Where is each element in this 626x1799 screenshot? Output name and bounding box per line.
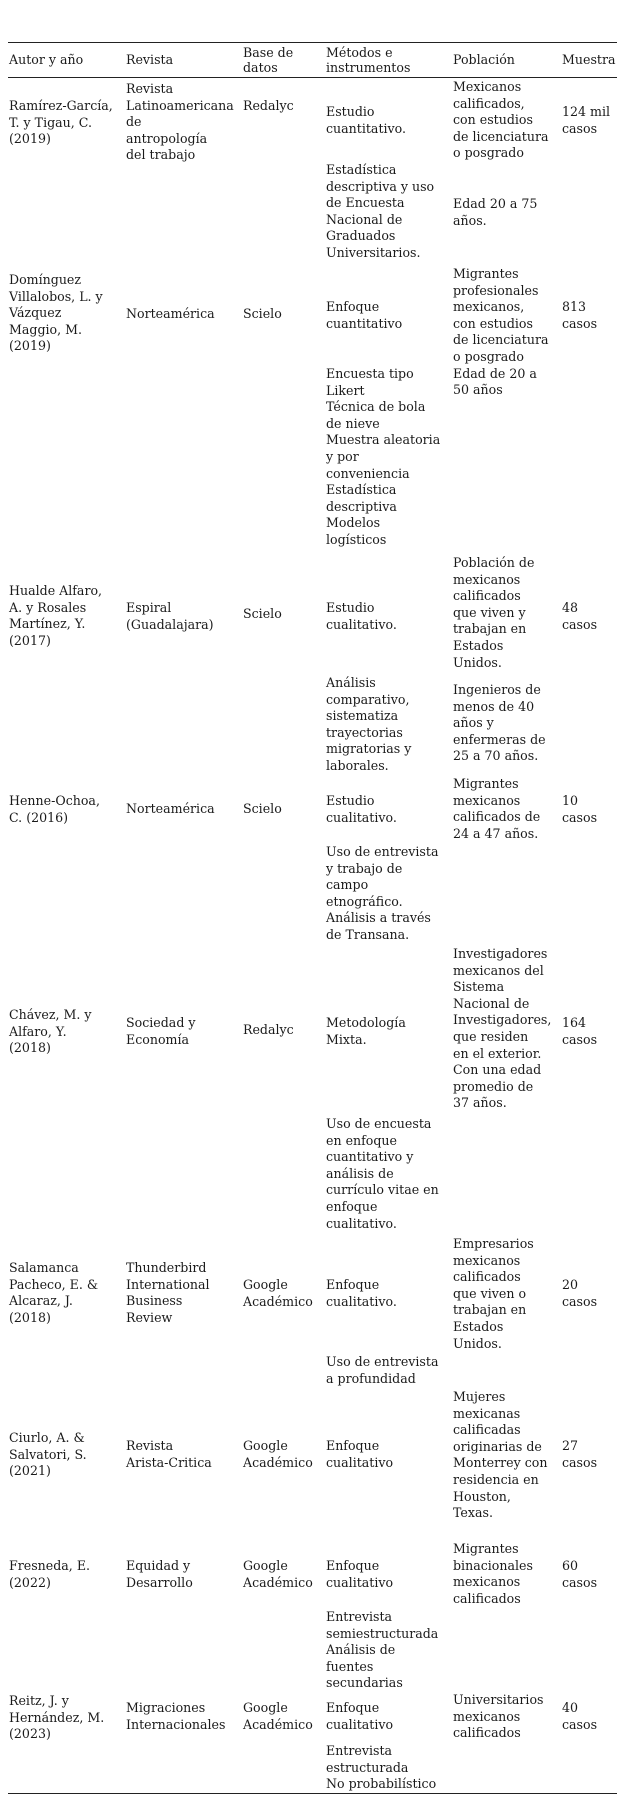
table-bottom-rule (8, 1793, 617, 1794)
row2-metodos-detalle: Encuesta tipo Likert Técnica de bola de nieve Muestra aleatoria y por conveniencia Estadística descriptiva Modelos logísticos (326, 366, 441, 547)
row3-revista: Espiral (Guadalajara) (126, 600, 214, 632)
row3-poblacion: Población de mexicanos calificados que viven y trabajan en Estados Unidos. (453, 555, 535, 670)
row8-base: Google Académico (243, 1558, 313, 1590)
row7-metodos: Enfoque cualitativo (326, 1438, 394, 1470)
row7-poblacion: Mujeres mexicanas calificadas originarias de Monterrey con residencia en Houston, Texas. (453, 1389, 548, 1521)
table-header-rule (8, 77, 617, 78)
row3-base: Scielo (243, 606, 282, 621)
row1-poblacion: Mexicanos calificados, con estudios de licenciatura o posgrado (453, 79, 549, 161)
row5-poblacion: Investigadores mexicanos del Sistema Nacional de Investigadores, que residen en el exterior. Con una edad promedio de 37 años. (453, 946, 552, 1111)
row9-revista: Migraciones Internacionales (126, 1700, 226, 1732)
row3-poblacion-detalle: Ingenieros de menos de 40 años y enfermeras de 25 a 70 años. (453, 682, 546, 764)
row8-metodos: Enfoque cualitativo (326, 1558, 394, 1590)
row8-poblacion: Migrantes binacionales mexicanos calificados (453, 1541, 533, 1606)
header-revista: Revista (126, 52, 174, 67)
row6-metodos-detalle: Uso de entrevista a profundidad (326, 1354, 439, 1386)
row7-autor: Ciurlo, A. & Salvatori, S. (2021) (9, 1430, 87, 1479)
header-metodos: Métodos e instrumentos (326, 45, 411, 75)
row4-revista: Norteamérica (126, 801, 215, 816)
row1-metodos: Estudio cuantitativo. (326, 104, 407, 136)
row5-base: Redalyc (243, 1022, 294, 1037)
row1-muestra: 124 mil casos (562, 104, 611, 136)
row8-metodos-detalle: Entrevista semiestructurada Análisis de fuentes secundarias (326, 1609, 439, 1691)
row3-metodos-detalle: Análisis comparativo, sistematiza trayectorias migratorias y laborales. (326, 675, 412, 773)
row2-muestra: 813 casos (562, 299, 598, 331)
row7-base: Google Académico (243, 1438, 313, 1470)
row9-poblacion: Universitarios mexicanos calificados (453, 1692, 544, 1741)
row5-revista: Sociedad y Economía (126, 1015, 196, 1047)
row6-poblacion: Empresarios mexicanos calificados que viven o trabajan en Estados Unidos. (453, 1236, 534, 1351)
row4-muestra: 10 casos (562, 793, 598, 825)
row1-revista: Revista Latinoamericana de antropología del trabajo (126, 81, 234, 163)
row9-metodos: Enfoque cualitativo (326, 1700, 394, 1732)
row9-metodos-detalle: Entrevista estructurada No probabilístico (326, 1743, 437, 1792)
row3-autor: Hualde Alfaro, A. y Rosales Martínez, Y. (2017) (9, 583, 103, 648)
row1-poblacion-detalle: Edad 20 a 75 años. (453, 196, 538, 228)
row5-metodos: Metodología Mixta. (326, 1015, 406, 1047)
row2-revista: Norteamérica (126, 306, 215, 321)
header-poblacion: Población (453, 52, 515, 67)
row4-base: Scielo (243, 801, 282, 816)
row7-muestra: 27 casos (562, 1438, 598, 1470)
row6-revista: Thunderbird International Business Review (126, 1260, 210, 1325)
row4-autor: Henne-Ochoa, C. (2016) (9, 793, 100, 825)
row3-metodos: Estudio cualitativo. (326, 600, 397, 632)
table-top-rule (8, 42, 617, 43)
row2-autor: Domínguez Villalobos, L. y Vázquez Maggio, M. (2019) (9, 272, 103, 354)
row9-muestra: 40 casos (562, 1700, 598, 1732)
row8-revista: Equidad y Desarrollo (126, 1558, 193, 1590)
row6-muestra: 20 casos (562, 1277, 598, 1309)
row4-poblacion: Migrantes mexicanos calificados de 24 a 47 años. (453, 776, 541, 841)
row5-metodos-detalle: Uso de encuesta en enfoque cuantitativo y análisis de currículo vitae en enfoque cualitativo. (326, 1116, 439, 1231)
row1-metodos-detalle: Estadística descriptiva y uso de Encuesta Nacional de Graduados Universitarios. (326, 162, 435, 260)
header-autor: Autor y año (9, 52, 84, 67)
row1-base: Redalyc (243, 98, 294, 113)
row6-base: Google Académico (243, 1277, 313, 1309)
row4-metodos: Estudio cualitativo. (326, 793, 397, 825)
row6-metodos: Enfoque cualitativo. (326, 1277, 397, 1309)
row5-autor: Chávez, M. y Alfaro, Y. (2018) (9, 1007, 92, 1056)
row8-autor: Fresneda, E. (2022) (9, 1558, 91, 1590)
row7-revista: Revista Arista-Critica (126, 1438, 212, 1470)
row4-metodos-detalle: Uso de entrevista y trabajo de campo etnográfico. Análisis a través de Transana. (326, 844, 439, 942)
header-base-de-datos: Base de datos (243, 45, 294, 75)
row9-base: Google Académico (243, 1700, 313, 1732)
row9-autor: Reitz, J. y Hernández, M. (2023) (9, 1693, 105, 1742)
row8-muestra: 60 casos (562, 1558, 598, 1590)
row1-autor: Ramírez-García, T. y Tigau, C. (2019) (9, 98, 113, 147)
row2-metodos: Enfoque cuantitativo (326, 299, 403, 331)
row5-muestra: 164 casos (562, 1015, 598, 1047)
row3-muestra: 48 casos (562, 600, 598, 632)
row6-autor: Salamanca Pacheco, E. & Alcaraz, J. (2018) (9, 1260, 99, 1325)
header-muestra: Muestra (562, 52, 616, 67)
row2-poblacion: Migrantes profesionales mexicanos, con estudios de licenciatura o posgrado Edad de 20 a 50 años (453, 266, 549, 398)
row2-base: Scielo (243, 306, 282, 321)
